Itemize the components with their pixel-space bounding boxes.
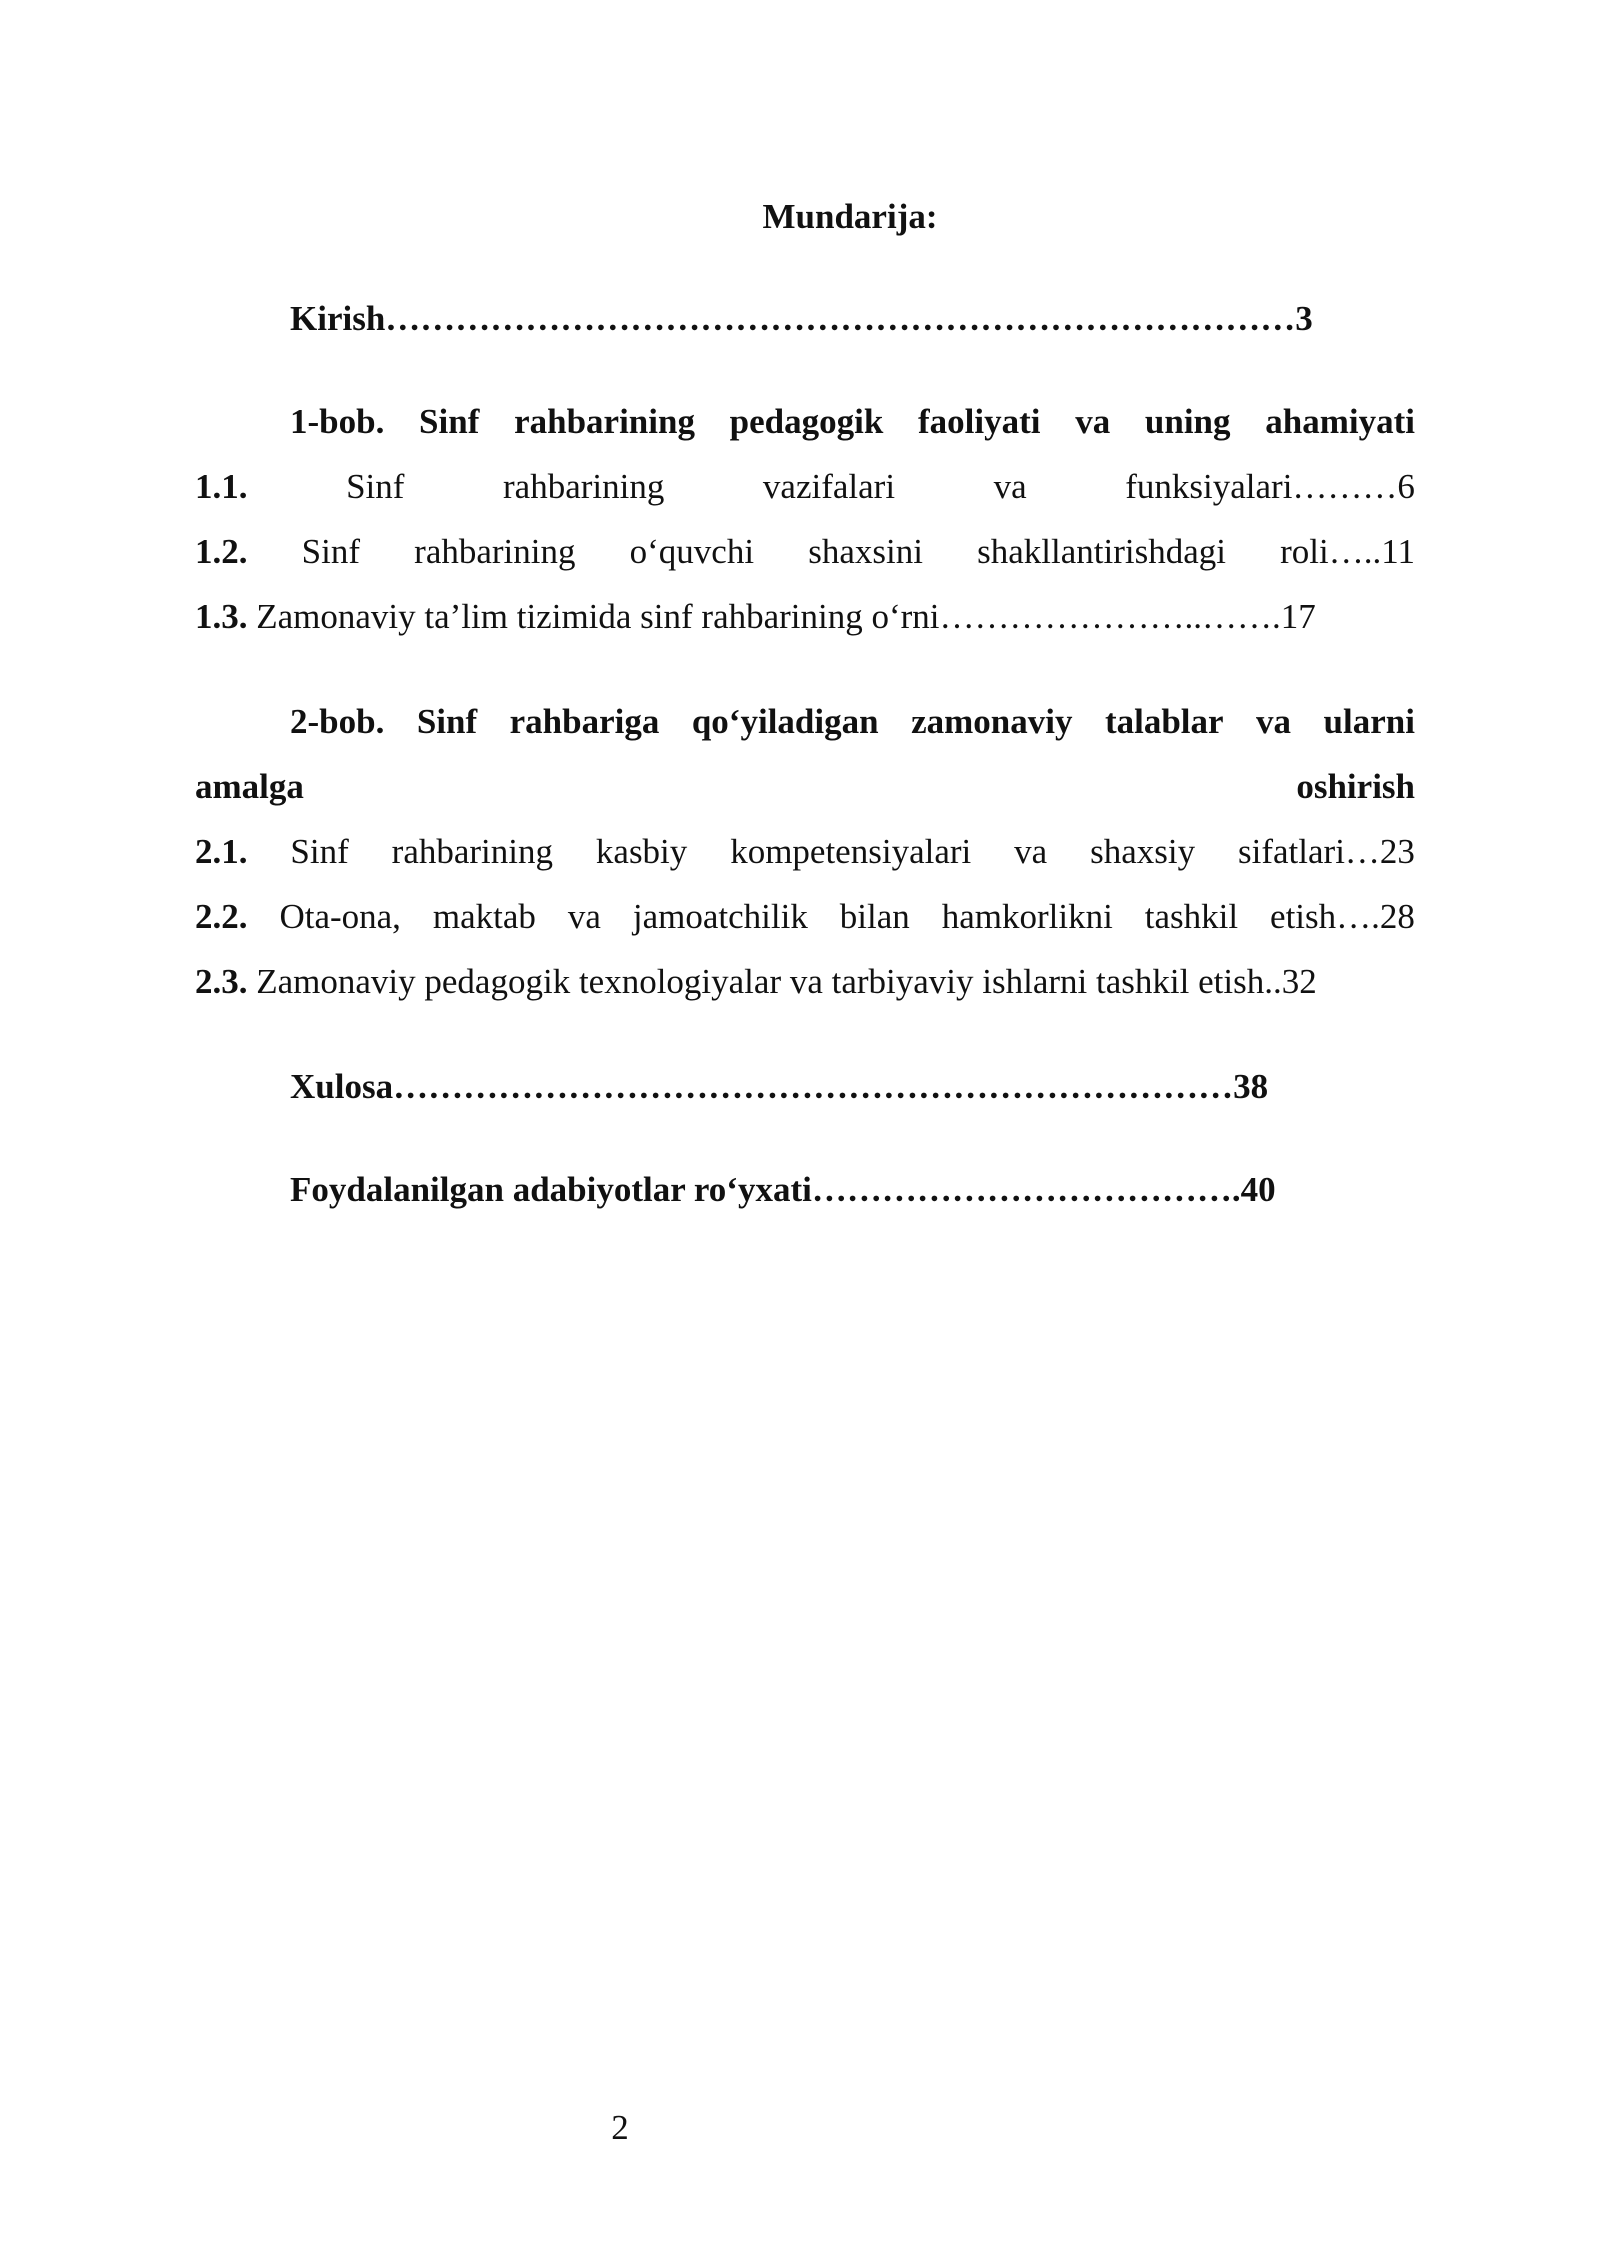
heading-word: ahamiyati <box>1265 402 1415 441</box>
section-word: Sinf <box>346 467 405 506</box>
section-word: shaxsini <box>808 532 923 571</box>
section-word: maktab <box>432 897 536 936</box>
toc-section-2-1 <box>195 830 1415 874</box>
section-text: Zamonaviy pedagogik texnologiyalar va tarbiyaviy ishlarni tashkil etish..32 <box>256 962 1317 1001</box>
section-number: 1.1. <box>195 467 248 506</box>
section-word: rahbarining <box>503 467 665 506</box>
heading-word: talablar <box>1104 702 1224 741</box>
toc-section-1-2 <box>195 530 1415 574</box>
section-word: kompetensiyalari <box>730 832 972 871</box>
heading-word: qo‘yiladigan <box>691 702 879 741</box>
toc-page-number: 38 <box>1233 1067 1269 1106</box>
toc-entry-label: Xulosa <box>290 1067 394 1106</box>
section-word: shakllantirishdagi <box>977 532 1226 571</box>
section-word: Sinf <box>301 532 361 571</box>
section-word: rahbarining <box>414 532 576 571</box>
section-word: vazifalari <box>762 467 896 506</box>
section-word: roli…..11 <box>1280 532 1415 571</box>
heading-word: Sinf <box>416 702 478 741</box>
section-word: Ota-ona, <box>279 897 401 936</box>
heading-word: pedagogik <box>729 402 884 441</box>
section-word: sifatlari…23 <box>1238 832 1415 871</box>
toc-leader-dots: ……………………………………………………………… <box>393 1067 1234 1106</box>
section-word: etish….28 <box>1270 897 1415 936</box>
chapter-1-heading <box>290 400 1415 444</box>
toc-entry-label: Kirish <box>290 299 386 338</box>
heading-word: rahbarining <box>514 402 695 441</box>
section-number: 2.1. <box>195 832 248 871</box>
section-word: Sinf <box>290 832 349 871</box>
section-word: hamkorlikni <box>941 897 1113 936</box>
page-number: 2 <box>611 2108 629 2147</box>
section-word: jamoatchilik <box>632 897 808 936</box>
toc-entry-intro <box>290 297 1313 341</box>
heading-word: rahbariga <box>509 702 660 741</box>
section-word: tashkil <box>1144 897 1239 936</box>
section-word: va <box>1014 832 1048 871</box>
toc-entry-conclusion <box>290 1065 1268 1109</box>
toc-leader-dots: ………………………………. <box>811 1170 1241 1209</box>
toc-leader-dots: …………………………………………………………………… <box>385 299 1296 338</box>
section-word: kasbiy <box>595 832 688 871</box>
heading-word: uning <box>1144 402 1231 441</box>
heading-word: zamonaviy <box>911 702 1073 741</box>
heading-word: ularni <box>1323 702 1415 741</box>
heading-word: va <box>1075 402 1111 441</box>
section-word: va <box>567 897 601 936</box>
toc-page-number: 3 <box>1295 299 1313 338</box>
chapter-2-heading-continued <box>195 765 1415 809</box>
heading-word: Sinf <box>419 402 480 441</box>
heading-word: amalga <box>195 767 304 806</box>
section-number: 1.2. <box>195 532 248 571</box>
section-number: 2.3. <box>195 962 248 1001</box>
heading-word: 1-bob. <box>290 402 385 441</box>
toc-section-1-1 <box>195 465 1415 509</box>
toc-section-2-3 <box>195 960 1317 1004</box>
heading-word: oshirish <box>1296 767 1415 806</box>
section-word: funksiyalari………6 <box>1125 467 1415 506</box>
section-word: bilan <box>839 897 910 936</box>
toc-page-number: 40 <box>1240 1170 1276 1209</box>
toc-section-1-3 <box>195 595 1316 639</box>
toc-entry-label: Foydalanilgan adabiyotlar ro‘yxati <box>290 1170 812 1209</box>
section-word: va <box>993 467 1027 506</box>
heading-word: va <box>1256 702 1292 741</box>
chapter-2-heading <box>290 700 1415 744</box>
toc-section-2-2 <box>195 895 1415 939</box>
heading-word: 2-bob. <box>290 702 385 741</box>
section-word: shaxsiy <box>1090 832 1196 871</box>
heading-word: faoliyati <box>918 402 1041 441</box>
section-word: o‘quvchi <box>629 532 755 571</box>
section-number: 1.3. <box>195 597 248 636</box>
toc-entry-references <box>290 1168 1276 1212</box>
section-word: rahbarining <box>391 832 553 871</box>
section-number: 2.2. <box>195 897 248 936</box>
toc-title: Mundarija: <box>762 197 938 236</box>
section-text: Zamonaviy ta’lim tizimida sinf rahbarining o‘rni…………………..…….17 <box>256 597 1316 636</box>
